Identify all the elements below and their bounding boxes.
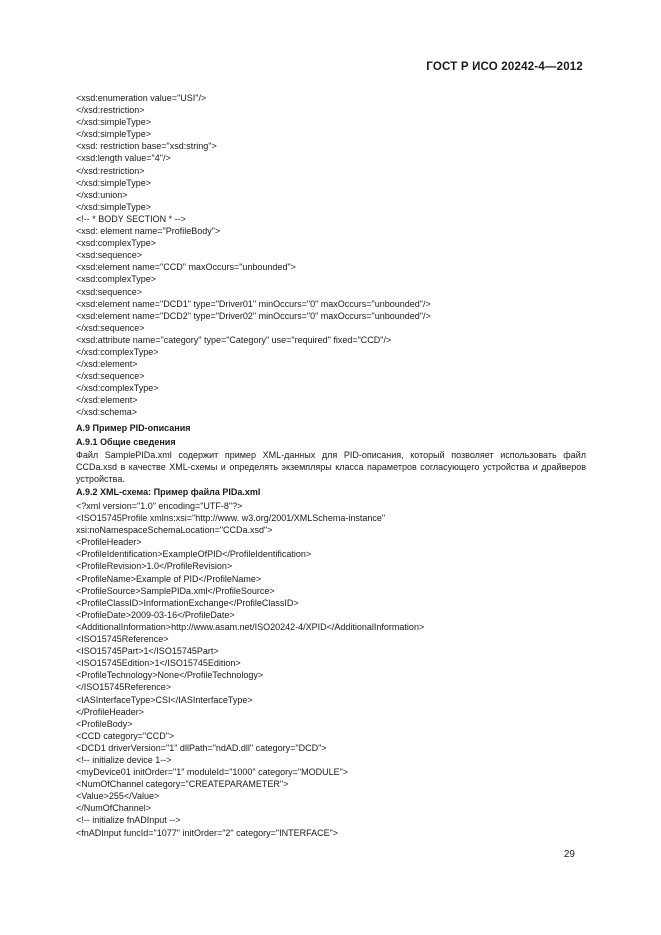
code-line: <ProfileDate>2009-03-16</ProfileDate> xyxy=(76,609,235,620)
code-line: </ProfileHeader> xyxy=(76,706,145,717)
code-line: <ISO15745Part>1</ISO15745Part> xyxy=(76,646,219,657)
code-line: <ProfileIdentification>ExampleOfPID</ProfileIdentification> xyxy=(76,549,312,560)
code-line: xsi:noNamespaceSchemaLocation="CCDa.xsd"> xyxy=(76,525,273,536)
code-line: </xsd:union> xyxy=(76,189,128,200)
code-line: </xsd:simpleType> xyxy=(76,201,152,212)
code-line: <xsd: element name="ProfileBody"> xyxy=(76,226,221,237)
code-line: <myDevice01 initOrder="1" moduleId="1000" category="MODULE"> xyxy=(76,767,349,778)
code-line: <IASInterfaceType>CSI</IASInterfaceType> xyxy=(76,694,253,705)
code-line: <ProfileClassID>InformationExchange</ProfileClassID> xyxy=(76,597,299,608)
code-line: <NumOfChannel category="CREATEPARAMETER"> xyxy=(76,779,289,790)
code-line: <xsd:complexType> xyxy=(76,274,157,285)
code-line: <!-- * BODY SECTION * --> xyxy=(76,213,186,224)
code-line: <xsd:element name="DCD2" type="Driver02" minOccurs="0" maxOccurs="unbounded"/> xyxy=(76,310,431,321)
code-line: </xsd:simpleType> xyxy=(76,129,152,140)
code-line: </xsd:complexType> xyxy=(76,383,159,394)
code-line: <?xml version="1.0" encoding="UTF-8"?> xyxy=(76,501,243,511)
code-line: <xsd:sequence> xyxy=(76,250,143,261)
code-line: <xsd:length value="4"/> xyxy=(76,153,171,164)
code-line: <ProfileSource>SamplePIDa.xml</ProfileSource> xyxy=(76,585,275,596)
code-line: <xsd:enumeration value="USI"/> xyxy=(76,93,207,103)
code-line: </xsd:restriction> xyxy=(76,105,145,116)
code-line: <xsd:attribute name="category" type="Category" use="required" fixed="CCD"/> xyxy=(76,334,392,345)
code-line: <ProfileRevision>1.0</ProfileRevision> xyxy=(76,561,233,572)
page-number: 29 xyxy=(563,849,575,860)
code-line: <ProfileBody> xyxy=(76,718,133,729)
section-a91-paragraph: Файл SamplePIDa.xml содержит пример XML-данных для PID-описания, который позволяет использовать файл CCDa.xsd в качестве XML-схемы и определять экземпляры класса параметров согласующего устройства и драйверов устройства. xyxy=(76,450,586,485)
section-a9 xyxy=(76,422,586,499)
code-line: </xsd:element> xyxy=(76,395,138,406)
code-line: </xsd:sequence> xyxy=(76,322,145,333)
code-line: <!-- initialize device 1--> xyxy=(76,754,172,765)
code-line: <ISO15745Edition>1</ISO15745Edition> xyxy=(76,658,241,669)
code-line: <Value>255</Value> xyxy=(76,791,160,802)
code-line: <ISO15745Profile xmlns:xsi="http://www. w3.org/2001/XMLSchema-instance" xyxy=(76,513,386,524)
code-line: </xsd:element> xyxy=(76,359,138,370)
code-line: </ISO15745Reference> xyxy=(76,682,172,693)
code-line: <xsd:complexType> xyxy=(76,238,157,249)
code-line: <ProfileTechnology>None</ProfileTechnology> xyxy=(76,670,264,681)
code-line: </xsd:complexType> xyxy=(76,346,159,357)
code-line: <ProfileHeader> xyxy=(76,537,142,548)
code-line: </NumOfChannel> xyxy=(76,803,152,814)
code-line: <ISO15745Reference> xyxy=(76,634,169,645)
code-line: <!-- initialize fnADInput --> xyxy=(76,815,181,826)
code-line: <AdditionalInformation>http://www.asam.net/ISO20242-4/XPID</AdditionalInformation> xyxy=(76,621,425,632)
code-line: <DCD1 driverVersion="1" dllPath="ndAD.dll" category="DCD"> xyxy=(76,742,327,753)
section-a91-title: А.9.1 Общие сведения xyxy=(76,437,176,448)
document-header-standard: ГОСТ Р ИСО 20242-4—2012 xyxy=(426,61,583,73)
section-a9-title: А.9 Пример PID-описания xyxy=(76,423,191,433)
code-line: </xsd:sequence> xyxy=(76,371,145,382)
code-line: <xsd:element name="DCD1" type="Driver01" minOccurs="0" maxOccurs="unbounded"/> xyxy=(76,298,431,309)
section-a92-title: А.9.2 XML-схема: Пример файла PIDa.xml xyxy=(76,487,261,498)
xml-code-block-2 xyxy=(76,500,586,839)
code-line: <xsd:element name="CCD" maxOccurs="unbounded"> xyxy=(76,262,296,273)
code-line: <xsd:sequence> xyxy=(76,286,143,297)
code-line: </xsd:simpleType> xyxy=(76,177,152,188)
code-line: </xsd:schema> xyxy=(76,407,138,418)
code-line: </xsd:restriction> xyxy=(76,165,145,176)
code-line: </xsd:simpleType> xyxy=(76,117,152,128)
code-line: <xsd: restriction base="xsd:string"> xyxy=(76,141,217,152)
code-line: <ProfileName>Example of PID</ProfileName> xyxy=(76,573,262,584)
code-line: <fnADInput funcId="1077" initOrder="2" category="INTERFACE"> xyxy=(76,827,339,838)
xml-code-block-1 xyxy=(76,92,586,419)
code-line: <CCD category="CCD"> xyxy=(76,730,175,741)
